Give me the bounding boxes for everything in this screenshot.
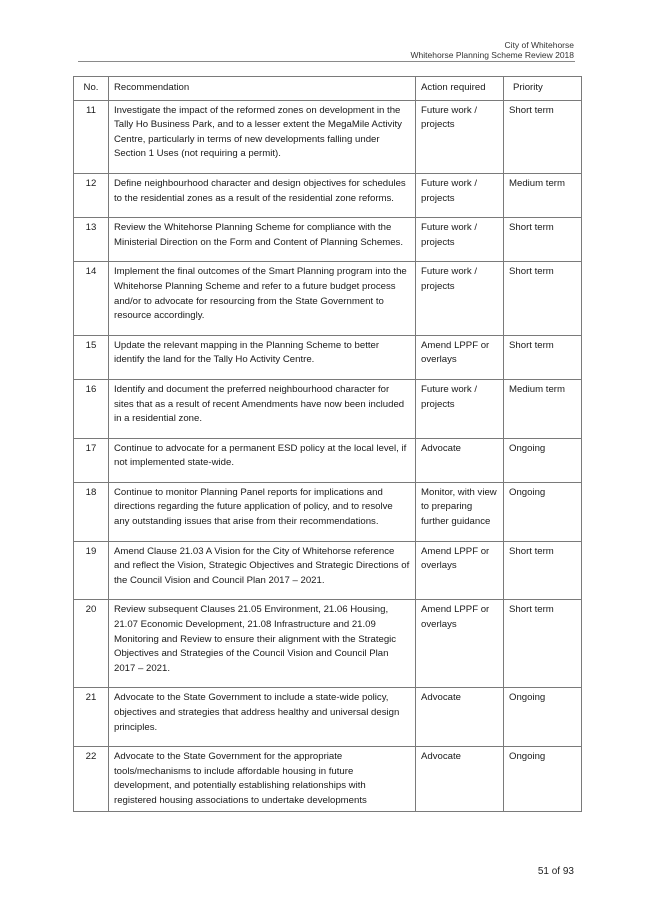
table-row <box>74 379 582 438</box>
table-row <box>74 438 582 482</box>
table-row <box>74 218 582 262</box>
row-action: Advocate <box>416 688 504 747</box>
row-priority: Short term <box>504 100 582 173</box>
recommendations-table <box>73 76 582 812</box>
row-priority: Ongoing <box>504 482 582 541</box>
row-number: 14 <box>74 262 109 335</box>
table-row <box>74 541 582 600</box>
row-recommendation: Define neighbourhood character and design objectives for schedules to the residential zones as a result of the residential zone reforms. <box>109 173 416 217</box>
header-divider <box>78 61 575 62</box>
table-row <box>74 262 582 335</box>
row-recommendation: Investigate the impact of the reformed zones on development in the Tally Ho Business Park, and to a lesser extent the MegaMile Activity Centre, particularly in terms of new developments falling under Section 1 Uses (not requiring a permit). <box>109 100 416 173</box>
row-action: Future work / projects <box>416 100 504 173</box>
row-action: Monitor, with view to preparing further guidance <box>416 482 504 541</box>
row-action: Amend LPPF or overlays <box>416 335 504 379</box>
table-row <box>74 100 582 173</box>
row-recommendation: Amend Clause 21.03 A Vision for the City of Whitehorse reference and reflect the Vision, Strategic Objectives and Strategic Directions of the Council Vision and Council Plan 2017 – 2021. <box>109 541 416 600</box>
row-priority: Medium term <box>504 379 582 438</box>
table-row <box>74 688 582 747</box>
table-row <box>74 173 582 217</box>
row-recommendation: Identify and document the preferred neighbourhood character for sites that as a result of recent Amendments have now been included in a residential zone. <box>109 379 416 438</box>
row-number: 13 <box>74 218 109 262</box>
row-action: Future work / projects <box>416 379 504 438</box>
row-priority: Short term <box>504 262 582 335</box>
col-header-action: Action required <box>416 77 504 101</box>
row-recommendation: Update the relevant mapping in the Planning Scheme to better identify the land for the Tally Ho Activity Centre. <box>109 335 416 379</box>
row-number: 16 <box>74 379 109 438</box>
row-priority: Short term <box>504 218 582 262</box>
row-number: 15 <box>74 335 109 379</box>
row-number: 18 <box>74 482 109 541</box>
row-priority: Ongoing <box>504 747 582 811</box>
table-row <box>74 600 582 688</box>
table-row <box>74 482 582 541</box>
row-action: Amend LPPF or overlays <box>416 541 504 600</box>
col-header-no: No. <box>74 77 109 101</box>
row-number: 21 <box>74 688 109 747</box>
row-action: Future work / projects <box>416 262 504 335</box>
table-row <box>74 335 582 379</box>
row-recommendation: Review subsequent Clauses 21.05 Environment, 21.06 Housing, 21.07 Economic Development, 21.08 Infrastructure and 21.09 Monitoring and Review to ensure their alignment with the Strategic Objectives and Strategies of the Council Vision and Council Plan 2017 – 2021. <box>109 600 416 688</box>
row-priority: Short term <box>504 600 582 688</box>
row-number: 17 <box>74 438 109 482</box>
row-number: 22 <box>74 747 109 811</box>
row-action: Advocate <box>416 438 504 482</box>
row-action: Future work / projects <box>416 218 504 262</box>
row-number: 12 <box>74 173 109 217</box>
row-priority: Ongoing <box>504 688 582 747</box>
table-header-row <box>74 77 582 101</box>
table-row <box>74 747 582 811</box>
row-action: Advocate <box>416 747 504 811</box>
page-header <box>411 40 574 60</box>
row-priority: Medium term <box>504 173 582 217</box>
row-recommendation: Continue to monitor Planning Panel reports for implications and directions regarding the future application of policy, and to resolve any outstanding issues that arise from their recommendations. <box>109 482 416 541</box>
row-recommendation: Review the Whitehorse Planning Scheme for compliance with the Ministerial Direction on the Form and Content of Planning Schemes. <box>109 218 416 262</box>
row-number: 11 <box>74 100 109 173</box>
col-header-recommendation: Recommendation <box>109 77 416 101</box>
col-header-priority: Priority <box>504 77 582 101</box>
header-doc-title: Whitehorse Planning Scheme Review 2018 <box>410 50 574 60</box>
row-recommendation: Implement the final outcomes of the Smart Planning program into the Whitehorse Planning Scheme and refer to a future budget process and/or to advocate for resourcing from the State Government to resource accordingly. <box>109 262 416 335</box>
row-number: 19 <box>74 541 109 600</box>
row-recommendation: Continue to advocate for a permanent ESD policy at the local level, if not implemented state-wide. <box>109 438 416 482</box>
row-action: Amend LPPF or overlays <box>416 600 504 688</box>
row-recommendation: Advocate to the State Government for the appropriate tools/mechanisms to include affordable housing in future development, and potentially establishing relationships with registered housing associations to undertake developments <box>109 747 416 811</box>
row-action: Future work / projects <box>416 173 504 217</box>
row-priority: Ongoing <box>504 438 582 482</box>
row-priority: Short term <box>504 335 582 379</box>
page-number: 51 of 93 <box>537 866 574 877</box>
row-number: 20 <box>74 600 109 688</box>
row-recommendation: Advocate to the State Government to include a state-wide policy, objectives and strategies that address healthy and universal design principles. <box>109 688 416 747</box>
header-org: City of Whitehorse <box>504 40 574 50</box>
row-priority: Short term <box>504 541 582 600</box>
